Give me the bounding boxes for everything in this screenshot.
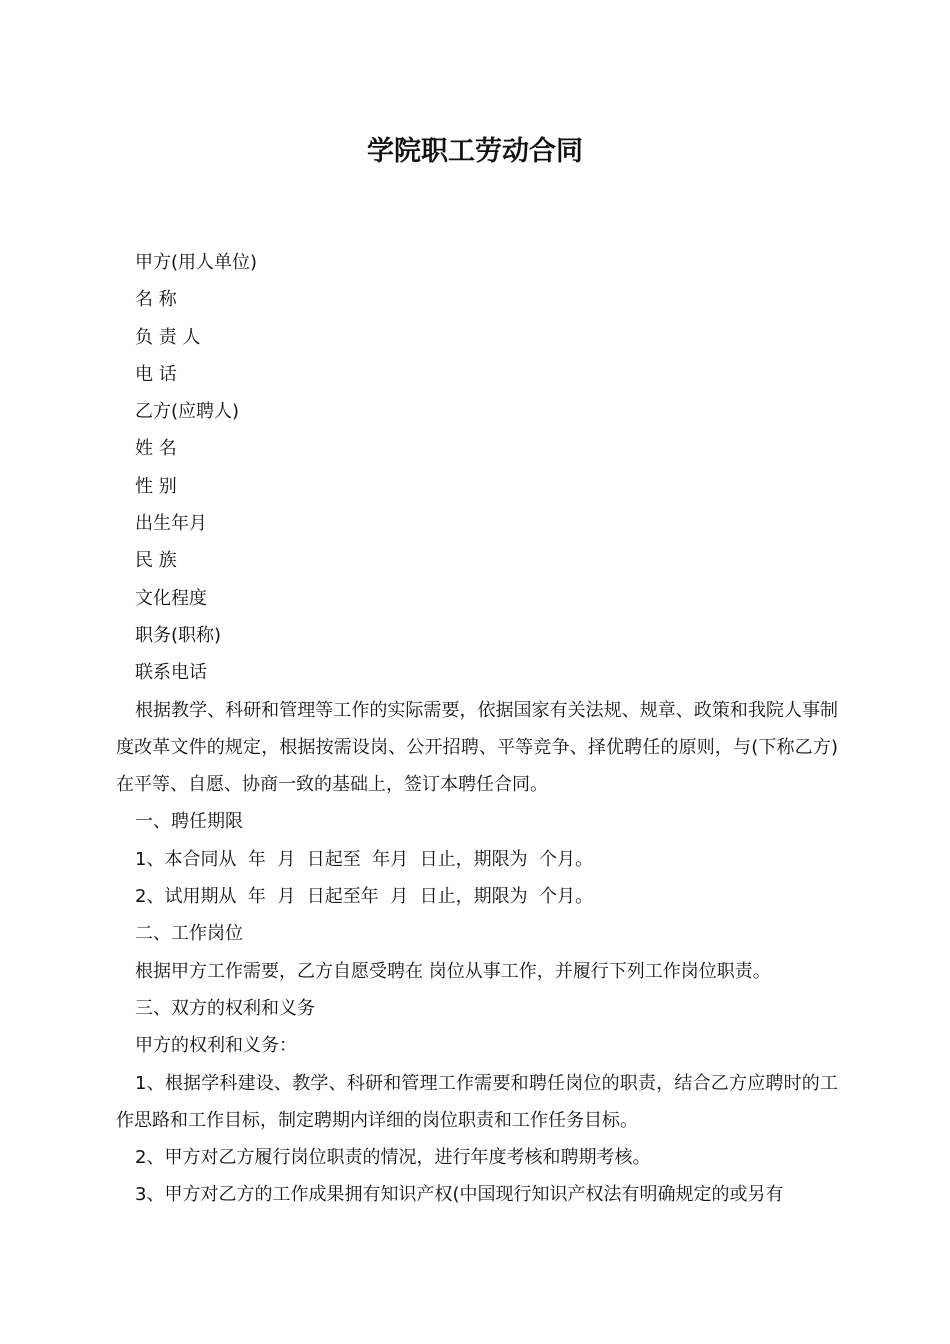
party-a-name-label: 名 称 bbox=[135, 289, 177, 311]
section-3-heading: 三、双方的权利和义务 bbox=[135, 997, 315, 1019]
section-3-item-2: 2、甲方对乙方履行岗位职责的情况，进行年度考核和聘期考核。 bbox=[135, 1147, 651, 1169]
section-2-heading: 二、工作岗位 bbox=[135, 923, 243, 945]
section-3-item-1: 1、根据学科建设、教学、科研和管理工作需要和聘任岗位的职责，结合乙方应聘时的工作思路和工作目标，制定聘期内详细的岗位职责和工作任务目标。 bbox=[116, 1072, 838, 1131]
preamble-paragraph: 根据教学、科研和管理等工作的实际需要，依据国家有关法规、规章、政策和我院人事制度改革文件的规定，根据按需设岗、公开招聘、平等竞争、择优聘任的原则，与(下称乙方)在平等、自愿、协商一致的基础上，签订本聘任合同。 bbox=[116, 699, 838, 796]
section-1-item-2: 2、试用期从 年 月 日起至年 月 日止，期限为 个月。 bbox=[135, 886, 594, 908]
document-body bbox=[116, 244, 838, 1214]
party-a-phone-label: 电 话 bbox=[135, 363, 177, 385]
section-3-sub-heading: 甲方的权利和义务： bbox=[135, 1035, 297, 1057]
party-b-title-label: 职务(职称) bbox=[135, 624, 222, 646]
section-2-text: 根据甲方工作需要，乙方自愿受聘在 岗位从事工作，并履行下列工作岗位职责。 bbox=[135, 960, 771, 982]
party-b-education-label: 文化程度 bbox=[135, 587, 207, 609]
party-b-contact-label: 联系电话 bbox=[135, 662, 207, 684]
section-3-item-3: 3、甲方对乙方的工作成果拥有知识产权(中国现行知识产权法有明确规定的或另有 bbox=[135, 1184, 784, 1206]
section-1-heading: 一、聘任期限 bbox=[135, 811, 243, 833]
party-b-name-label: 姓 名 bbox=[135, 438, 177, 460]
party-b-ethnicity-label: 民 族 bbox=[135, 550, 177, 572]
party-a-leader-label: 负 责 人 bbox=[135, 326, 201, 348]
party-b-gender-label: 性 别 bbox=[135, 475, 177, 497]
party-b-birth-label: 出生年月 bbox=[135, 513, 207, 535]
party-b-heading: 乙方(应聘人) bbox=[135, 401, 240, 423]
section-1-item-1: 1、本合同从 年 月 日起至 年月 日止，期限为 个月。 bbox=[135, 848, 594, 870]
document-title: 学院职工劳动合同 bbox=[367, 136, 583, 167]
party-a-heading: 甲方(用人单位) bbox=[135, 252, 258, 273]
